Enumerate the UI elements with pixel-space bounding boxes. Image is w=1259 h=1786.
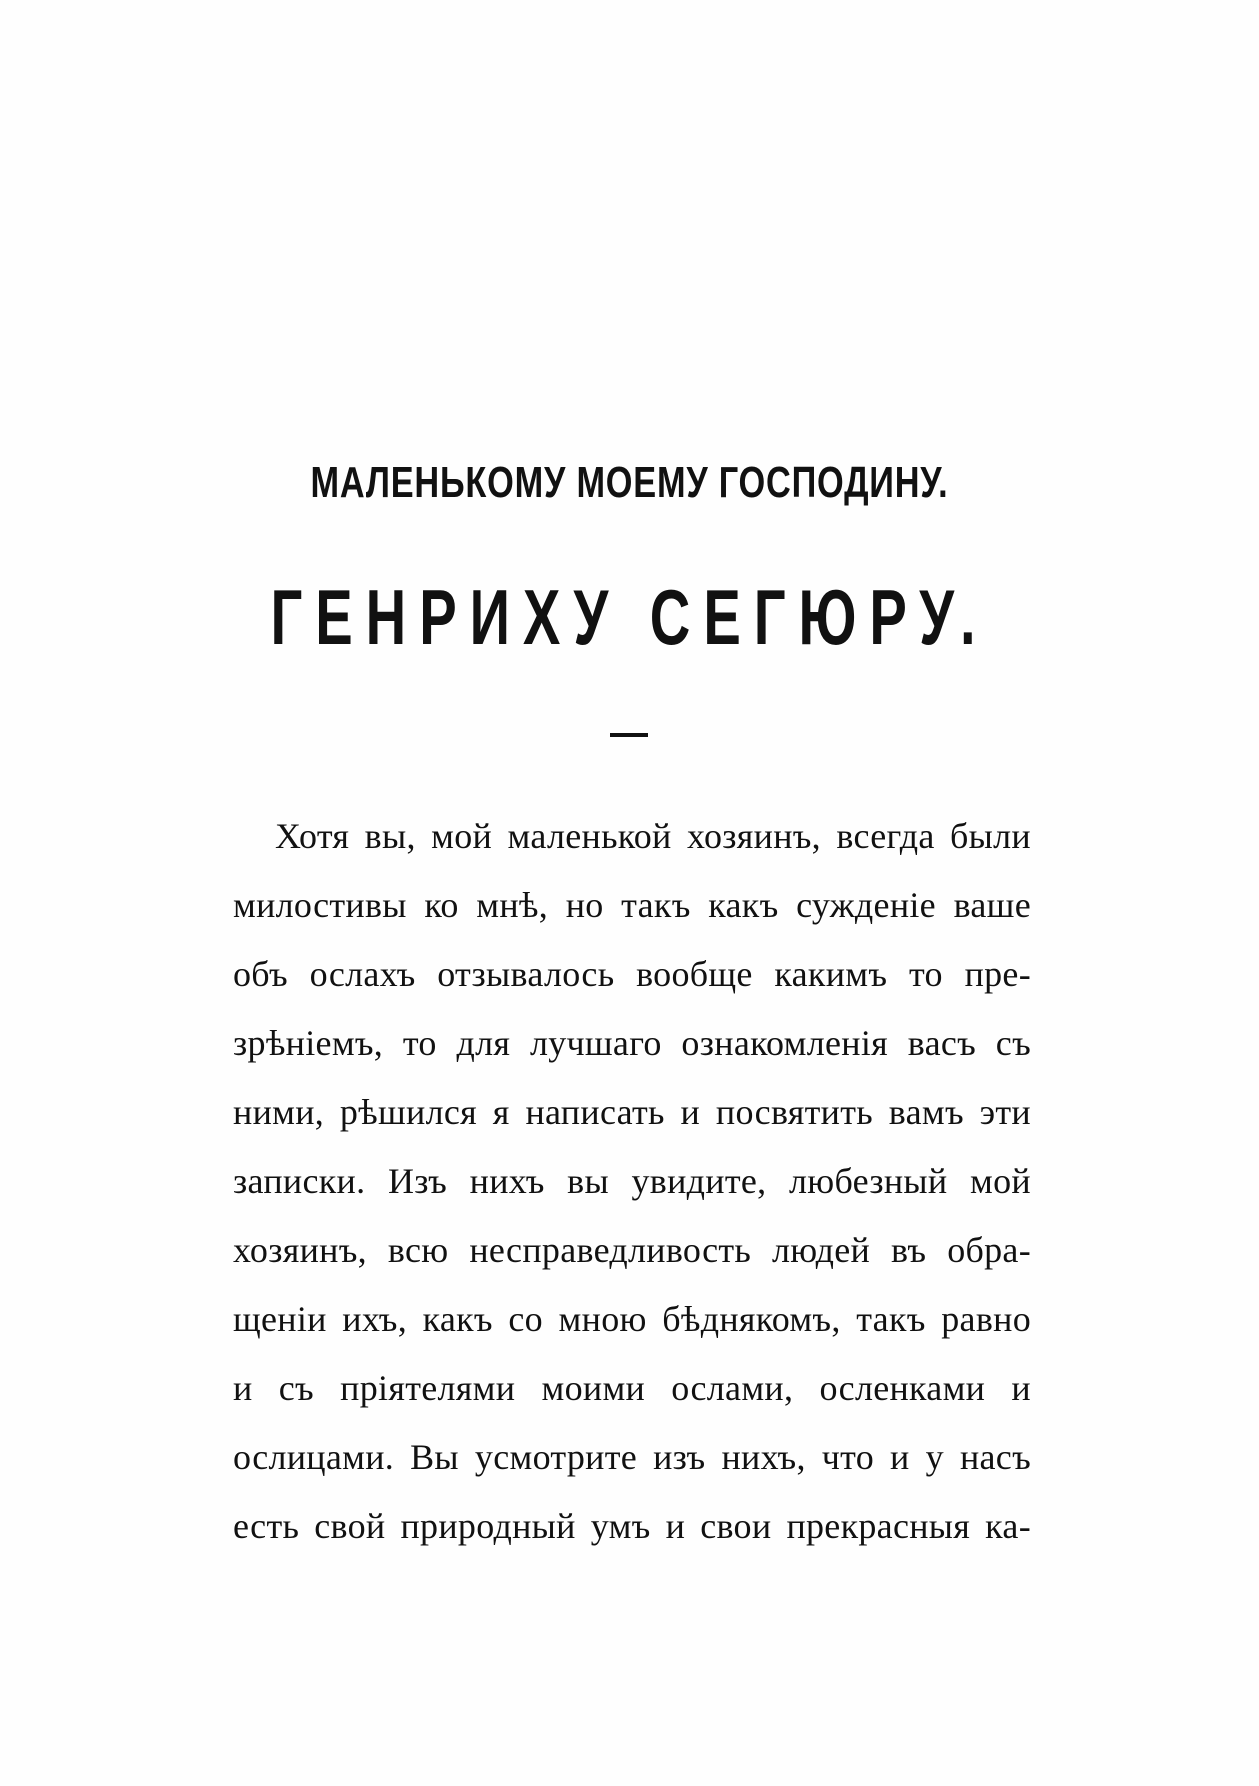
- text-line: хозяинъ, всю несправедливость людей въ обра-: [233, 1230, 1031, 1270]
- text-line: есть свой природный умъ и свои прекрасныя ка-: [233, 1506, 1031, 1546]
- text-line: и съ пріятелями моими ослами, осленками и: [233, 1368, 1031, 1408]
- section-divider: [610, 733, 648, 737]
- recipient-heading: ГЕНРИХУ СЕГЮРУ.: [270, 573, 989, 661]
- text-line: записки. Изъ нихъ вы увидите, любезный мой: [233, 1161, 1031, 1201]
- text-line: ними, рѣшился я написать и посвятить вамъ эти: [233, 1092, 1031, 1132]
- text-line: щеніи ихъ, какъ со мною бѣднякомъ, такъ равно: [233, 1299, 1031, 1339]
- text-line: Хотя вы, мой маленькой хозяинъ, всегда были: [275, 816, 1031, 856]
- text-line: милостивы ко мнѣ, но такъ какъ сужденіе ваше: [233, 885, 1031, 925]
- body-text: [233, 802, 1031, 1561]
- text-line: зрѣніемъ, то для лучшаго ознакомленія васъ съ: [233, 1023, 1031, 1063]
- text-line: ослицами. Вы усмотрите изъ нихъ, что и у насъ: [233, 1437, 1031, 1477]
- text-line: объ ослахъ отзывалось вообще какимъ то пре-: [233, 954, 1031, 994]
- dedication-heading: МАЛЕНЬКОМУ МОЕМУ ГОСПОДИНУ.: [310, 458, 949, 507]
